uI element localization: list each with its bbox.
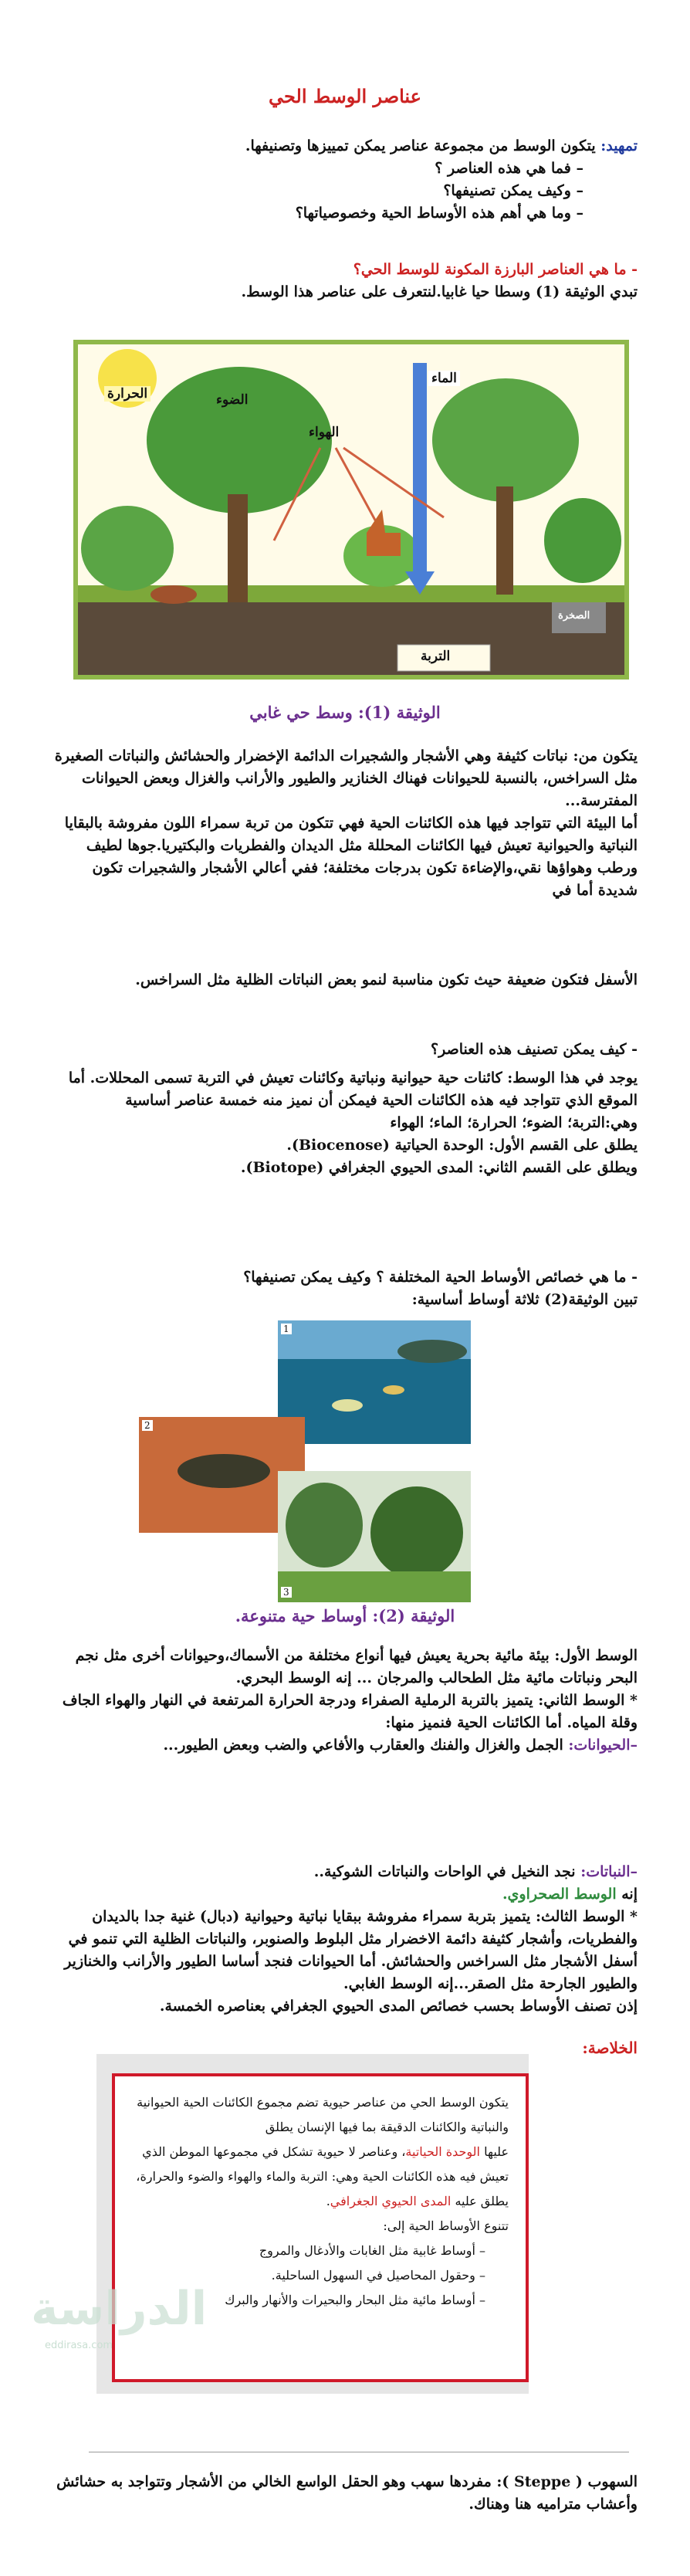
big-tree-icon [147, 367, 332, 514]
media-block [51, 1645, 638, 1757]
forest-image [278, 1471, 471, 1602]
media-conclusion: إذن تصنف الأوساط بحسب خصائص المدى الحيوي الجغرافي بعناصره الخمسة. [159, 1998, 638, 2015]
first-medium: الوسط الأول: بيئة مائية بحرية يعيش فيها أنواع مختلفة من الأسماك،وحيوانات أخرى مثل نجم البحر ونباتات مائية مثل الطحالب والمرجان ... إنه الوسط البحري. [75, 1647, 638, 1686]
intro-question: – وما هي أهم هذه الأوساط الحية وخصوصياتها؟ [51, 202, 583, 225]
second-medium: * الوسط الثاني: يتميز بالتربة الرملية الصفراء ودرجة الحرارة المرتفعة في النهار والهواء الجاف وقلة المياه. أما الكائنات الحية فنميز منها: [62, 1692, 638, 1731]
light-label: الضوء [216, 392, 249, 408]
sea-photo-number: 1 [281, 1324, 292, 1334]
section2-text: يوجد في هذا الوسط: كائنات حية حيوانية ونباتية وكائنات تعيش في التربة تسمى المحللات. أما الموقع الذي تتواجد فيه هذه الكائنات الحية فيمكن أن نميز منه خمسة عناصر أساسية وهي:التربة؛ الضوء؛ الحرارة؛ الماء؛ الهواء [68, 1069, 638, 1131]
intro-questions [51, 158, 638, 225]
para2: أما البيئة التي تتواجد فيها هذه الكائنات الحية فهي تتكون من تربة سمراء اللون مفروشة بالبقايا النباتية والحيوانية تعيش فيها الكائنات المحللة مثل الديدان والفطريات والبكتيريا.جوها لطيف ورطب وهواؤها نقي،والإضاءة تكون بدرجات مختلفة؛ ففي أعالي الأشجار والشجيرات تكون شديدة أما في [64, 815, 638, 899]
intro-label: تمهيد: [600, 137, 638, 154]
summary-text: عليها [479, 2144, 509, 2159]
para3-block [51, 969, 638, 991]
media-block-2 [51, 1861, 638, 2018]
water-label: الماء [428, 371, 460, 386]
section2-heading: - كيف يمكن تصنيف هذه العناصر؟ [431, 1041, 638, 1058]
desert-label: الوسط الصحراوي. [502, 1886, 617, 1903]
summary-item: – أوساط غابية مثل الغابات والأدغال والمروج [132, 2239, 485, 2263]
bush-icon [81, 506, 174, 591]
tree-trunk [496, 486, 513, 595]
summary-line3: تتنوع الأوساط الحية إلى: [383, 2218, 509, 2233]
para3: الأسفل فتكون ضعيفة حيث تكون مناسبة لنمو بعض النباتات الظلية مثل السراخس. [135, 971, 638, 988]
water-arrow-icon [413, 363, 427, 571]
intro-line [51, 135, 638, 158]
steppe-text: السهوب ( Steppe ): مفردها سهب وهو الحقل الواسع الخالي من الأشجار وتتواجد به حشائش وأعشاب متراميه هنا وهناك. [56, 2473, 638, 2513]
summary-text: ، وعناصر لا حيوية تشكل في مجموعها الموطن الذي تعيش فيه هذه الكائنات الحية وهي: التربة والماء والهواء والضوء والحرارة، يطلق عليه [136, 2144, 509, 2208]
plants-label: –النباتات: [580, 1863, 638, 1880]
soil-label: التربة [421, 649, 451, 664]
intro-block [51, 135, 638, 225]
forest-photo-number: 3 [281, 1587, 292, 1598]
section3-text: تبين الوثيقة(2) ثلاثة أوساط أساسية: [411, 1291, 638, 1308]
animals-label: –الحيوانات: [568, 1737, 638, 1754]
figure2-caption: الوثيقة (2): أوساط حية متنوعة. [235, 1606, 455, 1625]
sea-photo [278, 1320, 471, 1444]
intro-question: – وكيف يمكن تصنيفها؟ [51, 180, 583, 202]
biotope-line: ويطلق على القسم الثاني: المدى الحيوي الجغرافي (Biotope). [240, 1159, 638, 1176]
forest-figure [73, 340, 629, 680]
section1-heading: - ما هي العناصر البارزة المكونة للوسط الحي؟ [353, 261, 638, 278]
animal-icon [151, 585, 197, 604]
soil-band [78, 595, 624, 675]
figure1-caption: الوثيقة (1): وسط حي غابي [249, 703, 441, 722]
air-label: الهواء [309, 425, 340, 440]
rock-label: الصخرة [558, 610, 590, 622]
bush-icon [544, 498, 621, 583]
summary-item: – وحقول المحاصيل في السهول الساحلية. [132, 2263, 485, 2288]
section1-text: تبدي الوثيقة (1) وسطا حيا غابيا.لنتعرف على عناصر هذا الوسط. [241, 283, 638, 300]
tree-icon [432, 378, 579, 502]
summary-line1: يتكون الوسط الحي من عناصر حيوية تضم مجموع الكائنات الحية الحيوانية والنباتية والكائنات الدقيقة بما فيها الإنسان يطلق [137, 2095, 509, 2134]
summary-item: – أوساط مائية مثل البحار والبحيرات والأنهار والبرك [132, 2288, 485, 2313]
desert-line [51, 1883, 638, 1906]
biocenose-term: الوحدة الحياتية [405, 2144, 480, 2159]
description-block [51, 745, 638, 902]
page-title: عناصر الوسط الحي [269, 85, 421, 107]
summary-heading: الخلاصة: [582, 2039, 638, 2057]
forest-illustration [73, 340, 629, 680]
section2-block [51, 1039, 638, 1179]
watermark-logo: الدراسة [31, 2282, 208, 2336]
section3-block [51, 1266, 638, 1311]
section3-heading: - ما هي خصائص الأوساط الحية المختلفة ؟ وكيف يمكن تصنيفها؟ [243, 1269, 638, 1286]
para1: يتكون من: نباتات كثيفة وهي الأشجار والشجيرات الدائمة الإخضرار والحشائش والنباتات الصغيرة مثل السراخس، بالنسبة للحيوانات فهناك الخنازير والطيور والأرانب والغزال وبعض الحيوانات المفترسة... [54, 747, 638, 809]
plants-line [51, 1861, 638, 1883]
intro-text: يتكون الوسط من مجموعة عناصر يمكن تمييزها وتصنيفها. [245, 137, 601, 154]
summary-text: . [326, 2194, 330, 2208]
plants-text: نجد النخيل في الواحات والنباتات الشوكية.. [313, 1863, 581, 1880]
tree-trunk [228, 494, 248, 602]
steppe-footnote [51, 2471, 638, 2516]
animals-line [51, 1734, 638, 1757]
biotope-term: المدى الحيوي الجغرافي [330, 2194, 452, 2208]
summary-box [112, 2073, 529, 2382]
third-medium: * الوسط الثالث: يتميز بتربة سمراء مفروشة ببقايا نباتية وحيوانية (دبال) غنية جدا بالديدان والفطريات، وأشجار كثيفة دائمة الاخضرار مثل البلوط والصنوبر، والنباتات الظلية التي تنمو في أسفل الأشجار مثل السراخس والحشائش. أما الحيوانات فنجد أساسا الطيور والأرانب والخنازير والطيور الجارحة مثل الصقر...إنه الوسط الغابي. [64, 1908, 638, 1992]
section1-block [51, 259, 638, 303]
intro-question: – فما هي هذه العناصر ؟ [51, 158, 583, 180]
watermark-site: eddirasa.com [45, 2340, 113, 2351]
desert-prefix: إنه [616, 1886, 638, 1903]
heat-label: الحرارة [104, 386, 151, 402]
summary-line2 [132, 2140, 509, 2214]
animals-text: الجمل والغزال والفنك والعقارب والأفاعي والضب وبعض الطيور... [163, 1737, 569, 1754]
biocenose-line: يطلق على القسم الأول: الوحدة الحياتية (Biocenose). [286, 1137, 638, 1154]
sea-image [278, 1320, 471, 1444]
forest-photo [278, 1471, 471, 1602]
desert-photo-number: 2 [142, 1420, 153, 1431]
